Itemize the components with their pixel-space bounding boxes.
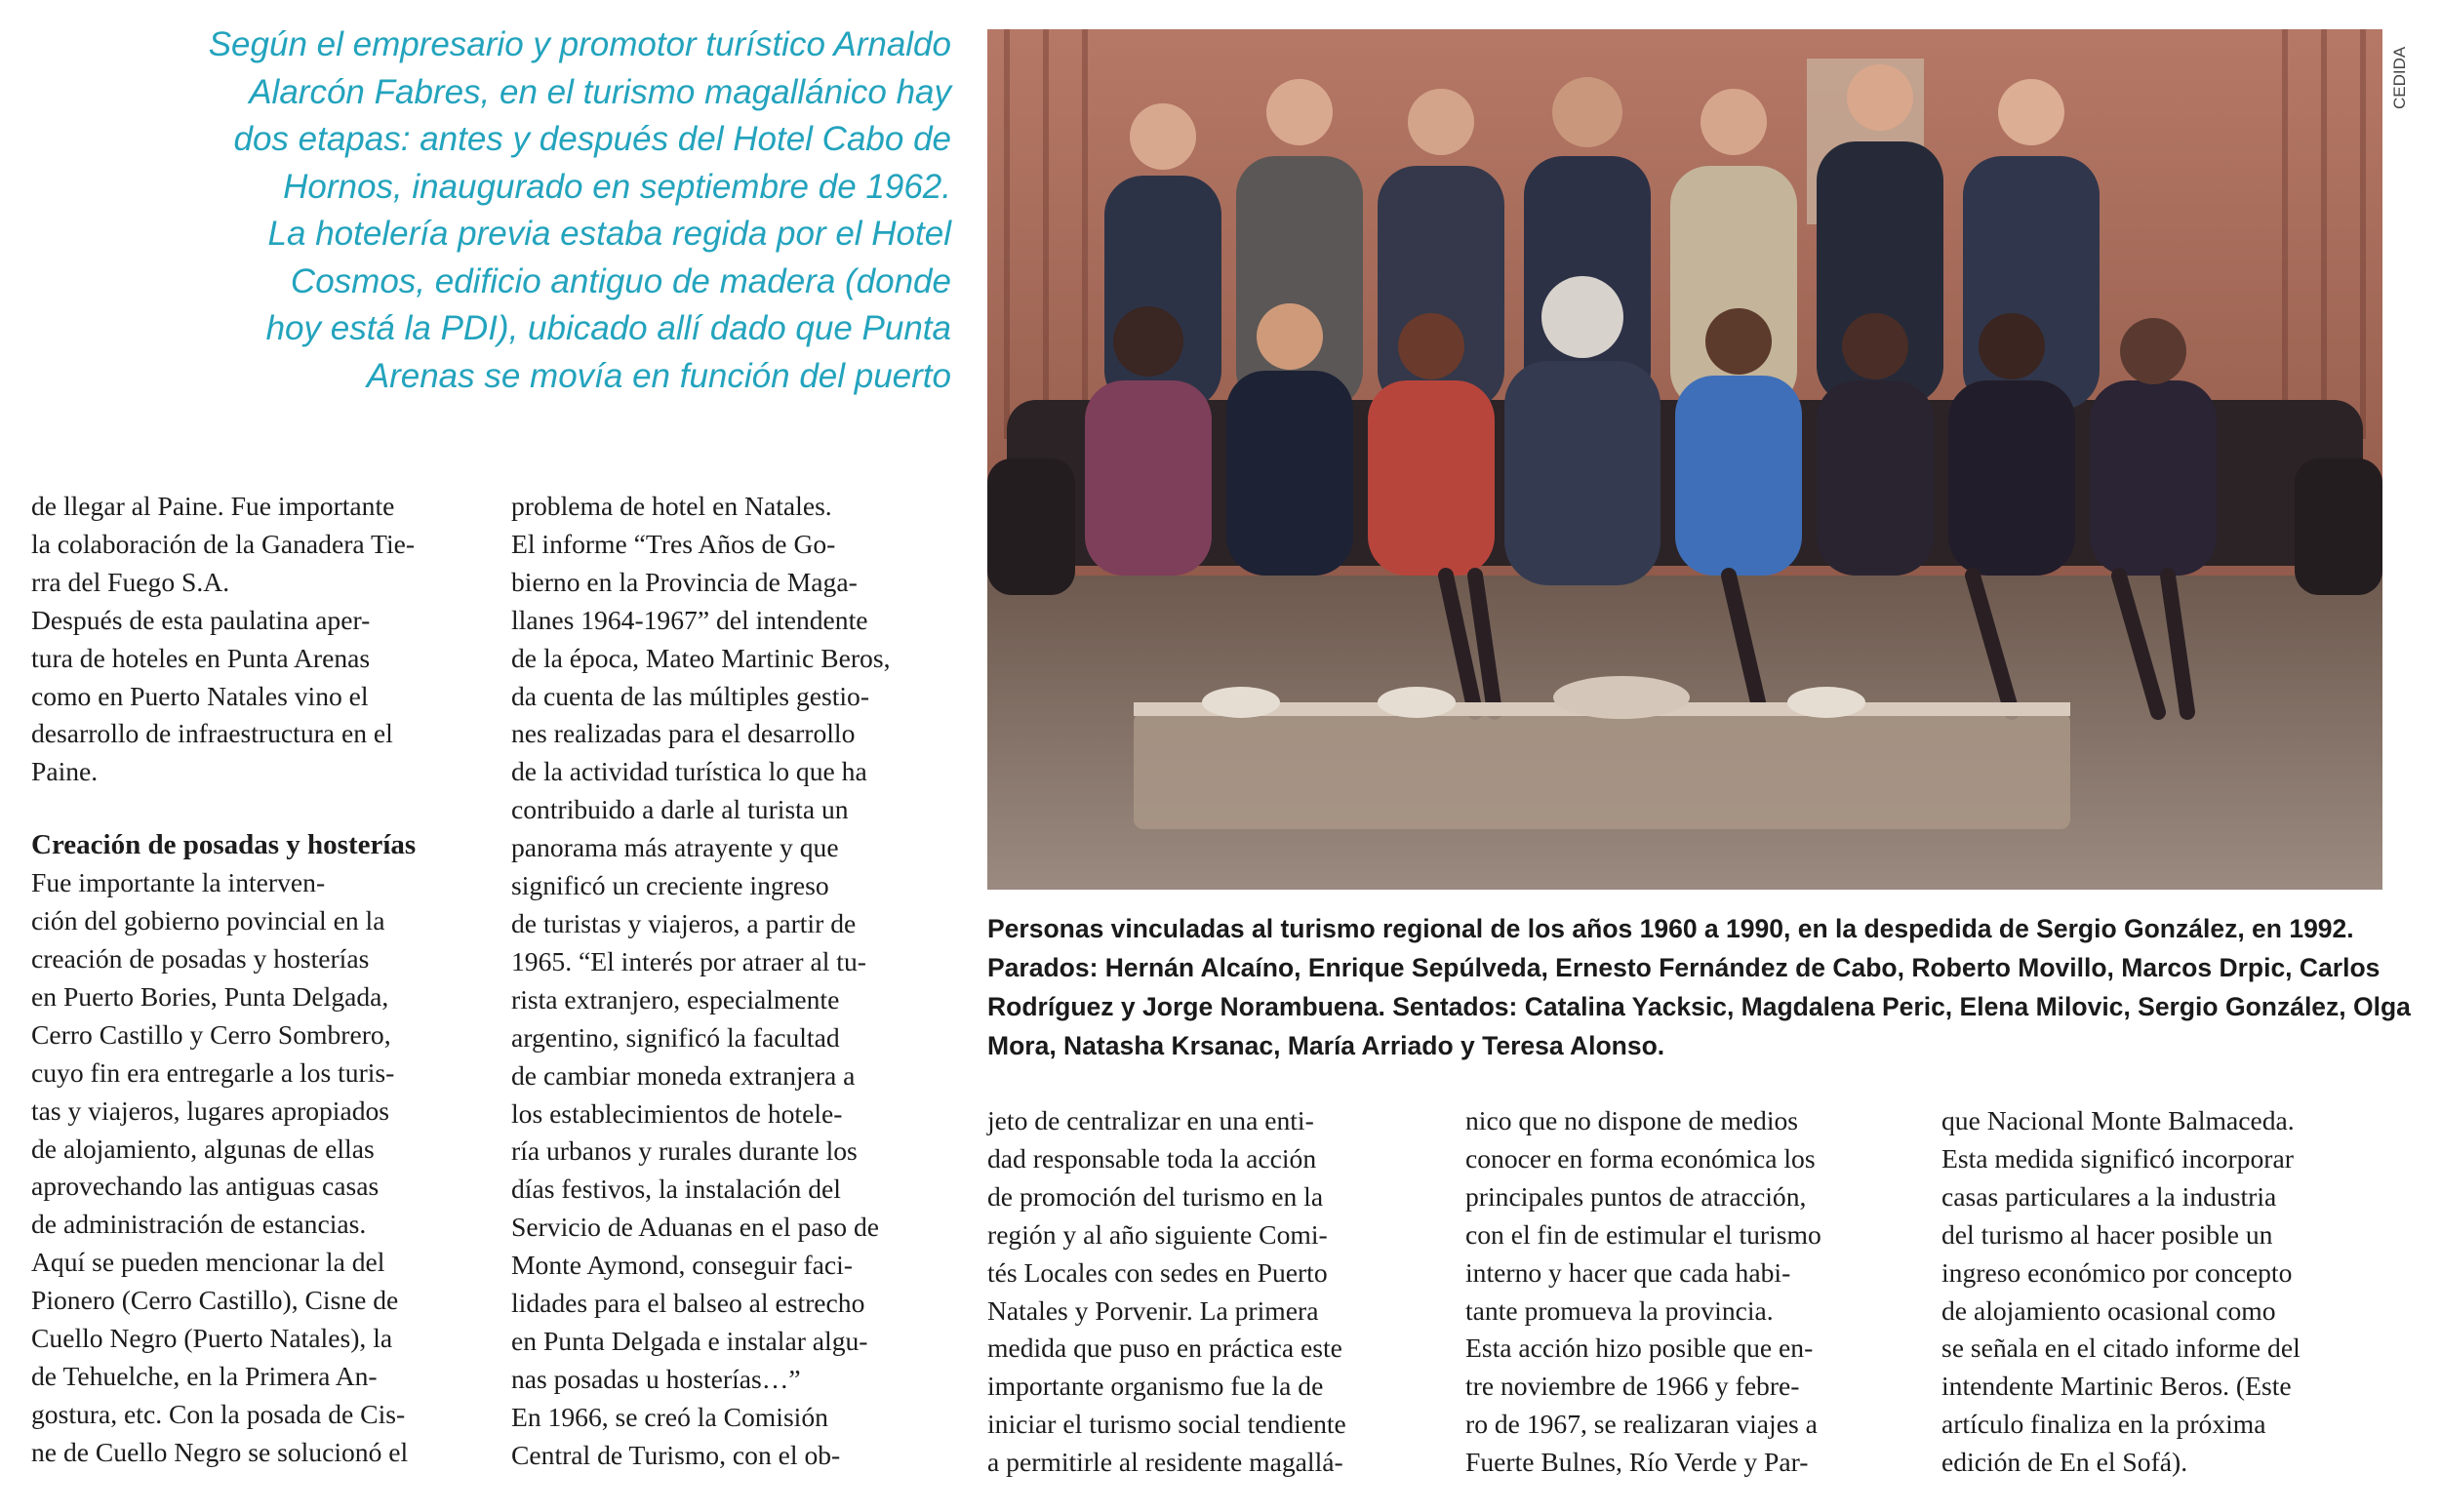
text-line: Pionero (Cerro Castillo), Cisne de — [31, 1285, 399, 1316]
text-line: bierno en la Provincia de Maga- — [511, 566, 858, 597]
text-line: de la actividad turística lo que ha — [511, 756, 867, 787]
section-heading: Creación de posadas y hosterías — [31, 829, 417, 861]
text-line: conocer en forma económica los — [1465, 1142, 1816, 1174]
paragraph — [511, 1399, 948, 1475]
text-line: cuyo fin era entregarle a los turis- — [31, 1056, 395, 1088]
photo-credit: CEDIDA — [2390, 46, 2409, 109]
text-line: ro de 1967, se realizaran viajes a — [1465, 1409, 1818, 1440]
caption-line: Personas vinculadas al turismo regional de los años 1960 a 1990, en la despedida de Sergio González, en 1992. — [987, 914, 2354, 943]
text-line: da cuenta de las múltiples gestio- — [511, 680, 870, 711]
text-line: El informe “Tres Años de Go- — [511, 528, 836, 559]
paragraph — [31, 864, 470, 1472]
text-line: de cambiar moneda extranjera a — [511, 1059, 856, 1091]
text-line: nes realizadas para el desarrollo — [511, 718, 856, 749]
caption-line: Parados: Hernán Alcaíno, Enrique Sepúlveda, Ernesto Fernández de Cabo, Roberto Movillo, Marcos Drpic, Carlos — [987, 953, 2381, 982]
text-line: días festivos, la instalación del — [511, 1174, 841, 1205]
paragraph — [511, 488, 948, 526]
text-line: tante promueva la provincia. — [1465, 1294, 1774, 1326]
paragraph — [31, 488, 470, 602]
pull-quote-line: Arenas se movía en función del puerto — [366, 356, 951, 395]
text-line: aprovechando las antiguas casas — [31, 1171, 380, 1202]
article-column-3 — [987, 1102, 1424, 1482]
text-line: Natales y Porvenir. La primera — [987, 1294, 1319, 1326]
text-line: con el fin de estimular el turismo — [1465, 1218, 1821, 1250]
text-line: como en Puerto Natales vino el — [31, 680, 369, 711]
article-column-5 — [1941, 1102, 2381, 1482]
pull-quote-line: Alarcón Fabres, en el turismo magallánico hay — [249, 72, 951, 111]
text-line: que Nacional Monte Balmaceda. — [1941, 1105, 2295, 1135]
text-line: de Tehuelche, en la Primera An- — [31, 1360, 378, 1391]
text-line: En 1966, se creó la Comisión — [511, 1401, 828, 1432]
text-line: 1965. “El interés por atraer al tu- — [511, 945, 866, 976]
pull-quote-line: Según el empresario y promotor turístico Arnaldo — [208, 25, 951, 63]
text-line: Aquí se pueden mencionar la del — [31, 1247, 385, 1278]
text-line: Central de Turismo, con el ob- — [511, 1439, 841, 1470]
text-line: rista extranjero, especialmente — [511, 983, 840, 1015]
text-line: de la época, Mateo Martinic Beros, — [511, 642, 891, 673]
text-line: del turismo al hacer posible un — [1941, 1218, 2273, 1250]
paragraph — [31, 602, 470, 792]
pull-quote-line: dos etapas: antes y después del Hotel Cabo de — [233, 120, 951, 158]
text-line: contribuido a darle al turista un — [511, 794, 849, 825]
text-line: en Punta Delgada e instalar algu- — [511, 1325, 868, 1356]
text-line: Fuerte Bulnes, Río Verde y Par- — [1465, 1447, 1809, 1478]
text-line: ingreso económico por concepto — [1941, 1256, 2293, 1288]
text-line: rra del Fuego S.A. — [31, 566, 230, 597]
text-line: tre noviembre de 1966 y febre- — [1465, 1371, 1800, 1402]
paragraph — [511, 526, 948, 1399]
text-line: dad responsable toda la acción — [987, 1142, 1317, 1174]
text-line: de administración de estancias. — [31, 1209, 367, 1240]
text-line: nico que no dispone de medios — [1465, 1105, 1799, 1135]
text-line: jeto de centralizar en una enti- — [987, 1105, 1314, 1135]
text-line: la colaboración de la Ganadera Tie- — [31, 528, 416, 559]
text-line: de alojamiento ocasional como — [1941, 1294, 2276, 1326]
text-line: Cuello Negro (Puerto Natales), la — [31, 1323, 393, 1354]
text-line: Esta medida significó incorporar — [1941, 1142, 2294, 1174]
text-line: argentino, significó la facultad — [511, 1021, 840, 1053]
text-line: desarrollo de infraestructura en el — [31, 718, 393, 749]
text-line: Servicio de Aduanas en el paso de — [511, 1212, 880, 1243]
article-column-2 — [511, 488, 948, 1475]
text-line: región y al año siguiente Comi- — [987, 1218, 1328, 1250]
article-column-1 — [31, 488, 470, 1472]
text-line: a permitirle al residente magallá- — [987, 1447, 1343, 1478]
text-line: en Puerto Bories, Punta Delgada, — [31, 980, 389, 1012]
text-line: edición de En el Sofá). — [1941, 1447, 2188, 1478]
text-line: se señala en el citado informe del — [1941, 1333, 2301, 1364]
text-line: medida que puso en práctica este — [987, 1333, 1342, 1364]
caption-line: Mora, Natasha Krsanac, María Arriado y Teresa Alonso. — [987, 1031, 1665, 1060]
text-line: de alojamiento, algunas de ellas — [31, 1133, 375, 1164]
text-line: ría urbanos y rurales durante los — [511, 1135, 858, 1167]
text-line: interno y hacer que cada habi- — [1465, 1256, 1791, 1288]
text-line: Después de esta paulatina aper- — [31, 604, 371, 635]
photo-caption — [987, 909, 2411, 1065]
text-line: principales puntos de atracción, — [1465, 1180, 1807, 1212]
text-line: los establecimientos de hotele- — [511, 1097, 843, 1129]
text-line: de turistas y viajeros, a partir de — [511, 907, 857, 938]
text-line: panorama más atrayente y que — [511, 832, 839, 863]
text-line: Cerro Castillo y Cerro Sombrero, — [31, 1018, 391, 1050]
text-line: problema de hotel en Natales. — [511, 491, 832, 521]
pull-quote — [39, 21, 951, 400]
pull-quote-line: Cosmos, edificio antiguo de madera (donde — [290, 261, 951, 300]
text-line: intendente Martinic Beros. (Este — [1941, 1371, 2292, 1402]
text-line: tas y viajeros, lugares apropiados — [31, 1094, 390, 1126]
text-line: tura de hoteles en Punta Arenas — [31, 642, 371, 673]
group-photo — [987, 29, 2382, 890]
text-line: iniciar el turismo social tendiente — [987, 1409, 1346, 1440]
text-line: tés Locales con sedes en Puerto — [987, 1256, 1328, 1288]
text-line: nas posadas u hosterías…” — [511, 1363, 801, 1394]
group-photo-image — [987, 29, 2382, 890]
pull-quote-line: hoy está la PDI), ubicado allí dado que Punta — [265, 309, 951, 347]
text-line: Esta acción hizo posible que en- — [1465, 1333, 1814, 1364]
text-line: Fue importante la interven- — [31, 867, 326, 898]
pull-quote-line: Hornos, inaugurado en septiembre de 1962. — [283, 167, 951, 206]
text-line: casas particulares a la industria — [1941, 1180, 2277, 1212]
caption-line: Rodríguez y Jorge Norambuena. Sentados: Catalina Yacksic, Magdalena Peric, Elena Milovic, Sergio González, Olga — [987, 992, 2411, 1021]
text-line: de promoción del turismo en la — [987, 1180, 1324, 1212]
pull-quote-line: La hotelería previa estaba regida por el Hotel — [267, 215, 951, 253]
text-line: lidades para el balseo al estrecho — [511, 1288, 865, 1319]
text-line: llanes 1964-1967” del intendente — [511, 604, 868, 635]
text-line: ne de Cuello Negro se solucionó el — [31, 1436, 409, 1467]
text-line: ción del gobierno povincial en la — [31, 905, 385, 936]
text-line: gostura, etc. Con la posada de Cis- — [31, 1398, 406, 1429]
text-line: significó un creciente ingreso — [511, 870, 829, 901]
article-column-4 — [1465, 1102, 1904, 1482]
text-line: Monte Aymond, conseguir faci- — [511, 1250, 853, 1281]
text-line: artículo finaliza en la próxima — [1941, 1409, 2266, 1440]
text-line: de llegar al Paine. Fue importante — [31, 491, 395, 521]
text-line: creación de posadas y hosterías — [31, 942, 370, 974]
text-line: Paine. — [31, 756, 99, 787]
text-line: importante organismo fue la de — [987, 1371, 1324, 1402]
